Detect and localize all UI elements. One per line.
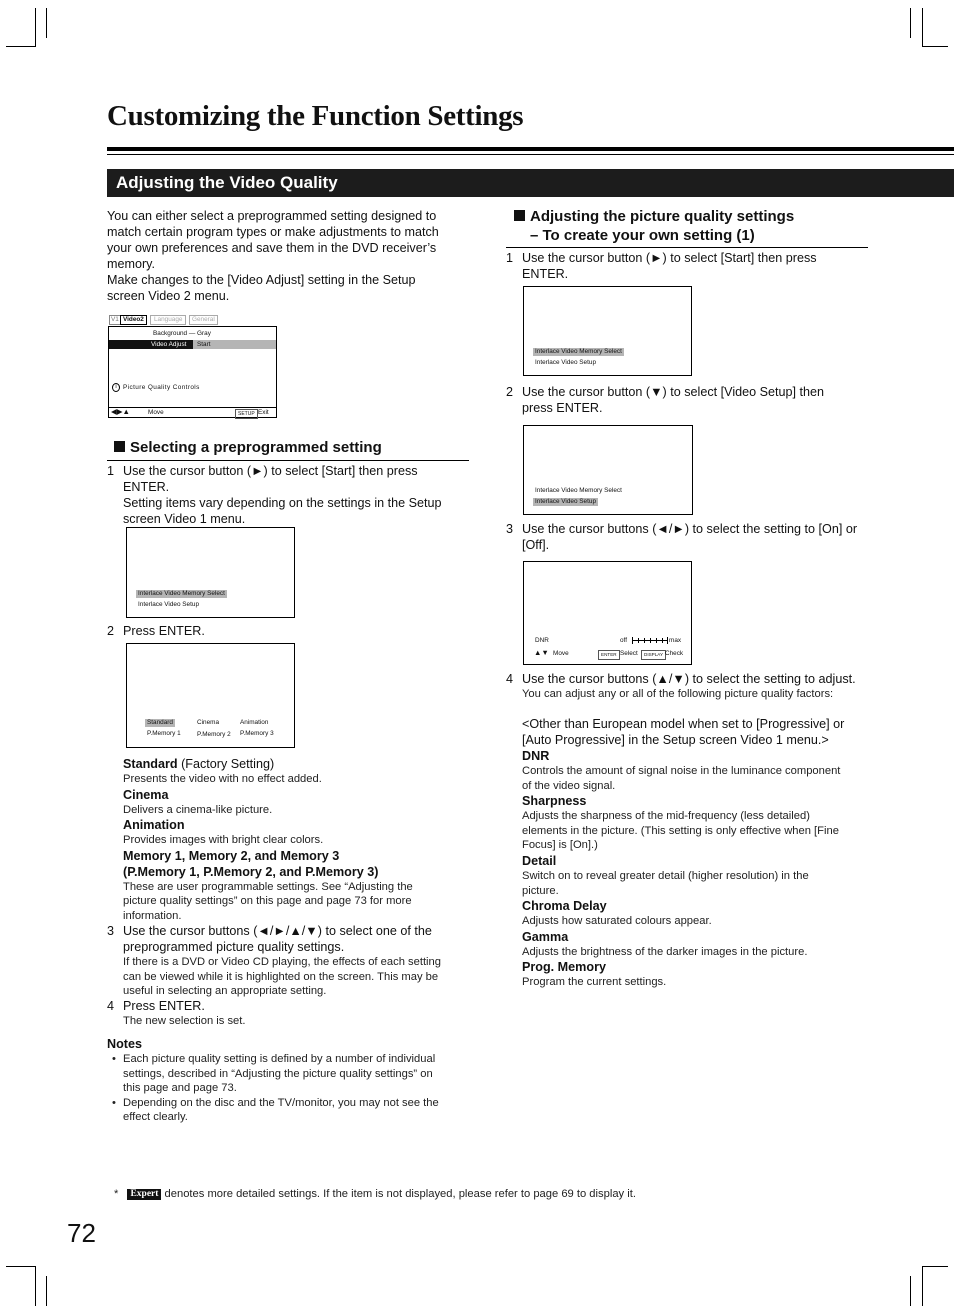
tab-general: General [189, 315, 218, 325]
square-bullet-icon [514, 210, 525, 221]
osd-screen-step1 [523, 286, 692, 376]
setup-screen [108, 314, 277, 418]
osd-item-video-setup[interactable]: Interlace Video Setup [138, 601, 199, 608]
right-step-1: 1 Use the cursor button (►) to select [Start] then press ENTER. [506, 251, 817, 281]
title-rule-thin [107, 154, 954, 155]
intro-text: You can either select a preprogrammed setting designed to match certain program types or make adjustments to match your own preferences and save them in the DVD receiver’s memory. Make changes to the [Video Adjust] setting in the Setup screen Video 2 menu. [107, 209, 439, 303]
subhead-preprogrammed: Selecting a preprogrammed setting [114, 438, 382, 457]
osd-screen-step3 [523, 561, 692, 665]
preset-animation[interactable]: Animation [240, 719, 269, 726]
tab-v1: V1 [111, 316, 119, 323]
check-label: Check [665, 650, 684, 657]
crop-mark [35, 1266, 36, 1306]
crop-mark [922, 1266, 923, 1306]
exit-label: Exit [258, 409, 269, 416]
subhead-rule [107, 460, 469, 461]
dnr-max-label: max [669, 637, 682, 644]
dnr-off-label: off [620, 637, 627, 644]
crop-mark [922, 46, 948, 47]
osd-screen-memory-select [126, 527, 295, 618]
subhead-rule [506, 247, 868, 248]
setup-button[interactable]: SETUP [235, 409, 258, 419]
square-bullet-icon [114, 441, 125, 452]
dnr-slider[interactable] [632, 636, 668, 645]
move-label: Move [148, 409, 164, 416]
move-arrows-icon: ◀▶▲ [111, 407, 130, 416]
right-step-3: 3 Use the cursor buttons (◄/►) to select the setting to [On] or [Off]. [506, 522, 858, 552]
crop-mark [35, 8, 36, 46]
picture-factors: <Other than European model when set to [Progressive] or [Auto Progressive] in the Setup screen Video 1 menu.> DNR Controls the amount of signal noise in the luminance component of the video signal. Sharpness Adjusts the sharpness of the mid-frequency (less detailed) elements in the picture. (This setting is only effective when [Fine Focus] is [On].) Detail Switch on to reveal greater detail (higher resolution) in the picture. Chroma Delay Adjusts how saturated colours appear. Gamma Adjusts the brightness of the darker images in the picture. Prog. Memory Program the current settings. [522, 717, 845, 989]
preset-pmemory-1[interactable]: P.Memory 1 [147, 730, 181, 737]
footnote: * Expert denotes more detailed settings. If the item is not displayed, please refer to page 69 to display it. [114, 1188, 636, 1200]
select-label: Select [620, 650, 638, 657]
divider [109, 407, 276, 408]
osd-screen-step2 [523, 425, 693, 515]
crop-mark [46, 8, 47, 38]
crop-mark [910, 8, 911, 38]
crop-mark [6, 46, 36, 47]
right-step-2: 2 Use the cursor button (▼) to select [Video Setup] then press ENTER. [506, 385, 825, 415]
up-down-arrows-icon: ▲▼ [534, 648, 549, 657]
tab-video2: Video2 [120, 315, 147, 325]
preset-pmemory-2[interactable]: P.Memory 2 [197, 731, 231, 738]
left-step-1: 1 Use the cursor button (►) to select [Start] then press ENTER. Setting items vary depending on the settings in the Setup screen Video 1 menu. [107, 464, 442, 526]
crop-mark [46, 1276, 47, 1306]
enter-button[interactable]: ENTER [598, 650, 620, 660]
notes: Notes • Each picture quality setting is defined by a number of individual settings, described in “Adjusting the picture quality settings” on this page and page 73. • Depending on the disc and the TV/monitor, you may not see the effect clearly. [107, 1036, 469, 1125]
title-rule [107, 147, 954, 151]
osd-item-memory-select[interactable]: Interlace Video Memory Select [535, 348, 622, 355]
page-title: Customizing the Function Settings [107, 100, 524, 132]
osd-item-video-setup[interactable]: Interlace Video Setup [535, 498, 596, 505]
display-button[interactable]: DISPLAY [641, 650, 666, 660]
left-step-2: 2 Press ENTER. [107, 624, 205, 638]
subhead-adjust-quality: Adjusting the picture quality settings – To create your own setting (1) [514, 207, 868, 245]
crop-mark [6, 1266, 36, 1267]
preset-standard[interactable]: Standard [147, 719, 173, 726]
move-label: Move [553, 650, 569, 657]
crop-mark [922, 1266, 948, 1267]
page-number: 72 [67, 1218, 96, 1248]
left-step-3: 3 Use the cursor buttons (◄/►/▲/▼) to select one of the preprogrammed picture quality settings. If there is a DVD or Video CD playing, the effects of each setting can be viewed while it is highlighted on the screen. This may be useful in selecting an appropriate setting. [107, 924, 441, 998]
osd-item-memory-select[interactable]: Interlace Video Memory Select [138, 590, 225, 597]
expert-badge: Expert [127, 1189, 161, 1200]
right-step-4: 4 Use the cursor buttons (▲/▼) to select the setting to adjust. You can adjust any or all of the following picture quality factors: [506, 672, 856, 700]
preset-pmemory-3[interactable]: P.Memory 3 [240, 730, 274, 737]
info-text: Picture Quality Controls [123, 384, 200, 391]
setup-tabs [108, 314, 220, 325]
setup-panel [108, 326, 277, 418]
preset-cinema[interactable]: Cinema [197, 719, 220, 726]
osd-screen-presets [126, 643, 295, 748]
crop-mark [922, 8, 923, 46]
osd-item-memory-select[interactable]: Interlace Video Memory Select [535, 487, 622, 494]
section-banner: Adjusting the Video Quality [107, 169, 954, 197]
crop-mark [910, 1276, 911, 1306]
info-icon: i [112, 383, 120, 392]
note-item: • Depending on the disc and the TV/monitor, you may not see the effect clearly. [112, 1096, 439, 1124]
setup-row-video-adjust[interactable]: Video Adjust Start [109, 340, 276, 349]
tab-language: Language [150, 315, 186, 325]
preset-definitions: Standard (Factory Setting) Presents the video with no effect added. Cinema Delivers a cinema-like picture. Animation Provides images with bright clear colors. Memory 1, Memory 2, and Memory 3 (P.Memory 1, P.Memory 2, and P.Memory 3) These are user programmable settings. See “Adjusting the picture quality settings” on this page and page 73 for more information. [123, 757, 413, 922]
setup-row-background: Background — Gray [153, 330, 211, 337]
dnr-label: DNR [535, 637, 549, 644]
osd-item-video-setup[interactable]: Interlace Video Setup [535, 359, 596, 366]
left-step-4: 4 Press ENTER. The new selection is set. [107, 999, 246, 1027]
note-item: • Each picture quality setting is defined by a number of individual settings, described in “Adjusting the picture quality settings” on this page and page 73. [112, 1053, 436, 1095]
